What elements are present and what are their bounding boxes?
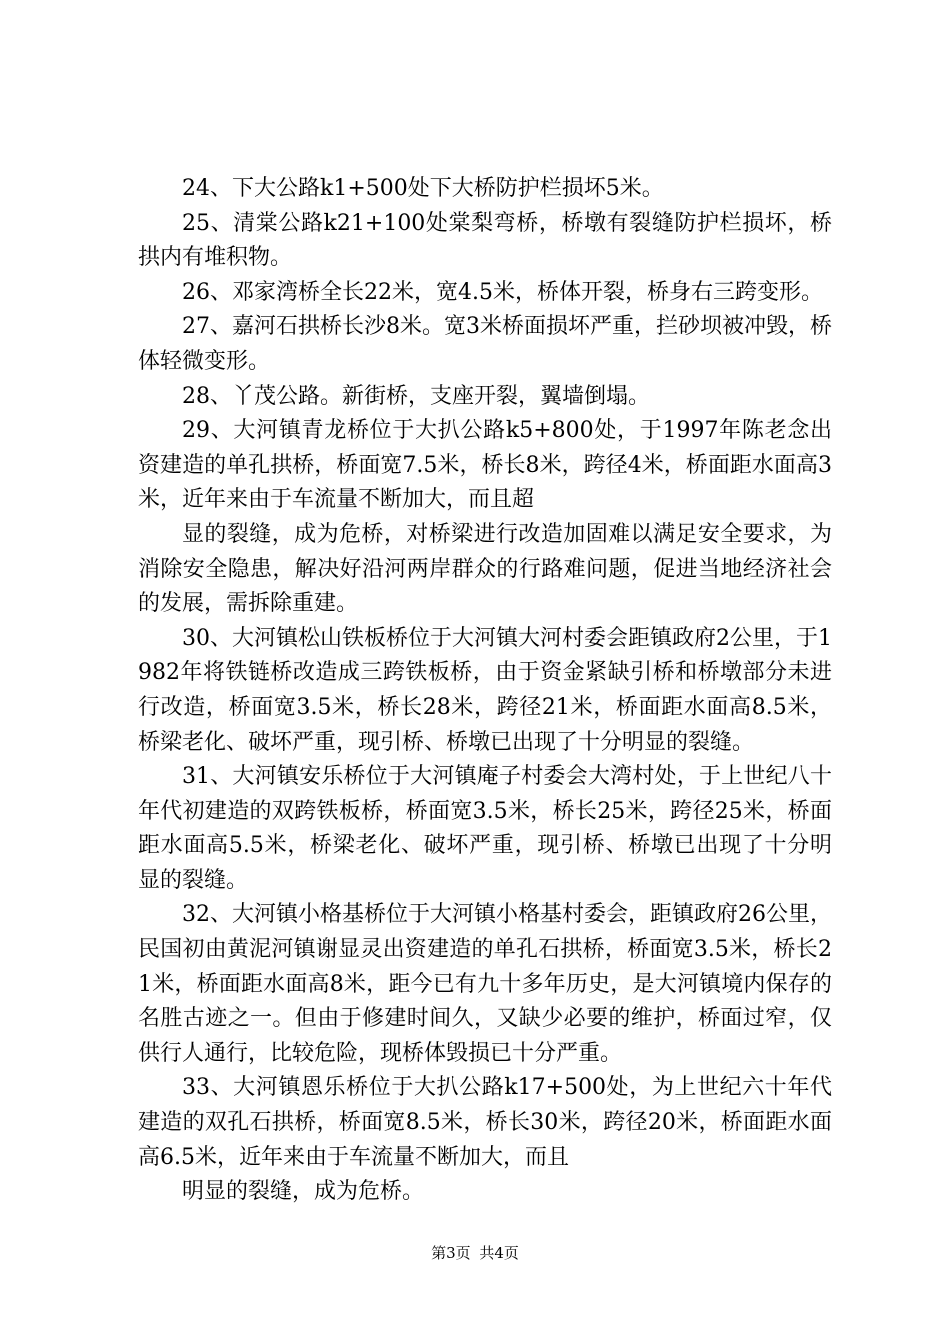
paragraph-29-continuation: 显的裂缝，成为危桥，对桥梁进行改造加固难以满足安全要求，为消除安全隐患，解决好沿河两岸群众的行路难问题，促进当地经济社会的发展，需拆除重建。	[138, 521, 832, 617]
paragraph-25: 25、清棠公路k21+100处棠梨弯桥，桥墩有裂缝防护栏损坏，桥拱内有堆积物。	[138, 210, 832, 271]
page-total: 共4页	[479, 1244, 519, 1262]
paragraph-26: 26、邓家湾桥全长22米，宽4.5米，桥体开裂，桥身右三跨变形。	[182, 279, 823, 305]
paragraph-29: 29、大河镇青龙桥位于大扒公路k5+800处，于1997年陈老念出资建造的单孔拱桥，桥面宽7.5米，桥长8米，跨径4米，桥面距水面高3米，近年来由于车流量不断加大，而且超	[138, 418, 832, 513]
paragraph-27: 27、嘉河石拱桥长沙8米。宽3米桥面损坏严重，拦砂坝被冲毁，桥体轻微变形。	[138, 314, 832, 374]
document-body	[138, 172, 832, 1210]
page-number: 第3页	[431, 1244, 471, 1262]
paragraph-33: 33、大河镇恩乐桥位于大扒公路k17+500处，为上世纪六十年代建造的双孔石拱桥，桥面宽8.5米，桥长30米，跨径20米，桥面距水面高6.5米，近年来由于车流量不断加大，而且	[138, 1075, 832, 1170]
paragraph-32: 32、大河镇小格基桥位于大河镇小格基村委会，距镇政府26公里，民国初由黄泥河镇谢显灵出资建造的单孔石拱桥，桥面宽3.5米，桥长21米，桥面距水面高8米，距今已有九十多年历史，是大河镇境内保存的名胜古迹之一。但由于修建时间久，又缺少必要的维护，桥面过窄，仅供行人通行，比较危险，现桥体毁损已十分严重。	[138, 902, 832, 1066]
paragraph-24: 24、下大公路k1+500处下大桥防护栏损坏5米。	[182, 176, 664, 201]
paragraph-33-continuation: 明显的裂缝，成为危桥。	[182, 1179, 425, 1205]
paragraph-30: 30、大河镇松山铁板桥位于大河镇大河村委会距镇政府2公里，于1982年将铁链桥改造成三跨铁板桥，由于资金紧缺引桥和桥墩部分未进行改造，桥面宽3.5米，桥长28米，跨径21米，桥面距水面高8.5米，桥梁老化、破坏严重，现引桥、桥墩已出现了十分明显的裂缝。	[138, 625, 832, 755]
page-footer	[0, 1243, 950, 1263]
paragraph-28: 28、丫茂公路。新街桥，支座开裂，翼墙倒塌。	[182, 383, 650, 409]
paragraph-31: 31、大河镇安乐桥位于大河镇庵子村委会大湾村处，于上世纪八十年代初建造的双跨铁板桥，桥面宽3.5米，桥长25米，跨径25米，桥面距水面高5.5米，桥梁老化、破坏严重，现引桥、桥墩已出现了十分明显的裂缝。	[138, 764, 832, 893]
